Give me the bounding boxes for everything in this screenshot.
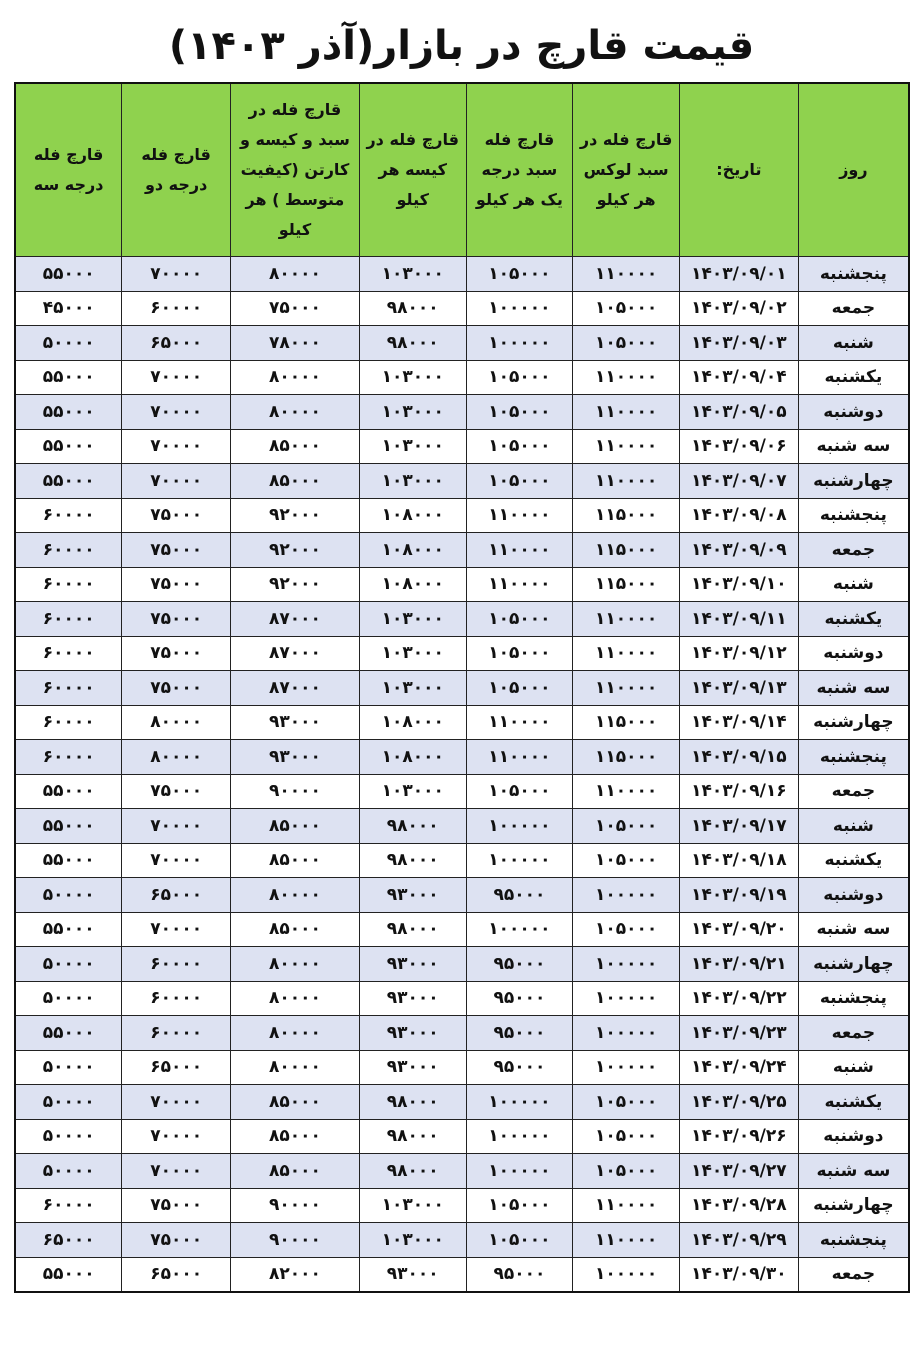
lux-basket-cell: ۱۰۰۰۰۰ (573, 1050, 680, 1085)
sack-cell: ۹۸۰۰۰ (359, 1085, 466, 1120)
sack-cell: ۱۰۳۰۰۰ (359, 464, 466, 499)
table-header (15, 83, 909, 257)
table-row (15, 533, 909, 568)
date-cell: ۱۴۰۳/۰۹/۱۰ (679, 567, 798, 602)
grade3-cell: ۶۰۰۰۰ (15, 740, 122, 775)
grade2-cell: ۷۰۰۰۰ (122, 429, 231, 464)
header-grade2: قارچ فله درجه دو (122, 83, 231, 257)
table-row (15, 947, 909, 982)
table-row (15, 878, 909, 913)
date-cell: ۱۴۰۳/۰۹/۲۹ (679, 1223, 798, 1258)
grade2-cell: ۷۰۰۰۰ (122, 912, 231, 947)
sack-cell: ۱۰۳۰۰۰ (359, 636, 466, 671)
medium-quality-cell: ۸۵۰۰۰ (231, 429, 360, 464)
grade3-cell: ۵۰۰۰۰ (15, 1154, 122, 1189)
grade2-cell: ۶۰۰۰۰ (122, 1016, 231, 1051)
day-cell: یکشنبه (798, 360, 909, 395)
day-cell: جمعه (798, 291, 909, 326)
date-cell: ۱۴۰۳/۰۹/۱۶ (679, 774, 798, 809)
grade2-cell: ۷۰۰۰۰ (122, 464, 231, 499)
day-cell: پنجشنبه (798, 981, 909, 1016)
grade3-cell: ۵۰۰۰۰ (15, 1085, 122, 1120)
day-cell: جمعه (798, 1016, 909, 1051)
sack-cell: ۹۸۰۰۰ (359, 912, 466, 947)
grade3-cell: ۵۰۰۰۰ (15, 1119, 122, 1154)
lux-basket-cell: ۱۰۵۰۰۰ (573, 843, 680, 878)
medium-quality-cell: ۹۰۰۰۰ (231, 1188, 360, 1223)
date-cell: ۱۴۰۳/۰۹/۲۲ (679, 981, 798, 1016)
lux-basket-cell: ۱۱۰۰۰۰ (573, 464, 680, 499)
lux-basket-cell: ۱۰۰۰۰۰ (573, 1016, 680, 1051)
grade2-cell: ۶۵۰۰۰ (122, 1257, 231, 1292)
table-row (15, 774, 909, 809)
date-cell: ۱۴۰۳/۰۹/۲۳ (679, 1016, 798, 1051)
grade2-cell: ۷۵۰۰۰ (122, 774, 231, 809)
grade3-cell: ۵۵۰۰۰ (15, 257, 122, 292)
day-cell: پنجشنبه (798, 1223, 909, 1258)
medium-quality-cell: ۹۳۰۰۰ (231, 705, 360, 740)
grade3-cell: ۵۵۰۰۰ (15, 429, 122, 464)
day-cell: شنبه (798, 567, 909, 602)
day-cell: پنجشنبه (798, 257, 909, 292)
lux-basket-cell: ۱۱۰۰۰۰ (573, 429, 680, 464)
sack-cell: ۱۰۸۰۰۰ (359, 533, 466, 568)
date-cell: ۱۴۰۳/۰۹/۰۷ (679, 464, 798, 499)
day-cell: یکشنبه (798, 1085, 909, 1120)
date-cell: ۱۴۰۳/۰۹/۰۴ (679, 360, 798, 395)
grade1-basket-cell: ۱۰۰۰۰۰ (466, 843, 573, 878)
header-grade1-basket: قارچ فله سبد درجه یک هر کیلو (466, 83, 573, 257)
lux-basket-cell: ۱۱۰۰۰۰ (573, 360, 680, 395)
table-row (15, 1223, 909, 1258)
medium-quality-cell: ۹۰۰۰۰ (231, 1223, 360, 1258)
lux-basket-cell: ۱۰۵۰۰۰ (573, 291, 680, 326)
grade3-cell: ۵۵۰۰۰ (15, 774, 122, 809)
grade1-basket-cell: ۱۰۰۰۰۰ (466, 912, 573, 947)
day-cell: سه شنبه (798, 429, 909, 464)
medium-quality-cell: ۹۳۰۰۰ (231, 740, 360, 775)
date-cell: ۱۴۰۳/۰۹/۰۸ (679, 498, 798, 533)
grade3-cell: ۵۵۰۰۰ (15, 912, 122, 947)
date-cell: ۱۴۰۳/۰۹/۱۲ (679, 636, 798, 671)
day-cell: پنجشنبه (798, 740, 909, 775)
table-row (15, 602, 909, 637)
lux-basket-cell: ۱۱۰۰۰۰ (573, 671, 680, 706)
medium-quality-cell: ۷۸۰۰۰ (231, 326, 360, 361)
medium-quality-cell: ۸۷۰۰۰ (231, 636, 360, 671)
header-lux-basket: قارچ فله در سبد لوکس هر کیلو (573, 83, 680, 257)
grade1-basket-cell: ۱۰۵۰۰۰ (466, 257, 573, 292)
grade3-cell: ۵۰۰۰۰ (15, 1050, 122, 1085)
grade3-cell: ۵۵۰۰۰ (15, 1016, 122, 1051)
header-row (15, 83, 909, 257)
grade2-cell: ۷۰۰۰۰ (122, 843, 231, 878)
header-date: تاریخ: (679, 83, 798, 257)
medium-quality-cell: ۸۰۰۰۰ (231, 947, 360, 982)
grade3-cell: ۶۰۰۰۰ (15, 1188, 122, 1223)
grade1-basket-cell: ۱۱۰۰۰۰ (466, 567, 573, 602)
grade3-cell: ۵۵۰۰۰ (15, 1257, 122, 1292)
day-cell: شنبه (798, 326, 909, 361)
sack-cell: ۱۰۸۰۰۰ (359, 740, 466, 775)
header-day: روز (798, 83, 909, 257)
medium-quality-cell: ۹۰۰۰۰ (231, 774, 360, 809)
sack-cell: ۱۰۳۰۰۰ (359, 602, 466, 637)
grade3-cell: ۵۵۰۰۰ (15, 464, 122, 499)
date-cell: ۱۴۰۳/۰۹/۱۱ (679, 602, 798, 637)
medium-quality-cell: ۸۵۰۰۰ (231, 1154, 360, 1189)
medium-quality-cell: ۷۵۰۰۰ (231, 291, 360, 326)
medium-quality-cell: ۸۵۰۰۰ (231, 809, 360, 844)
grade2-cell: ۶۰۰۰۰ (122, 947, 231, 982)
date-cell: ۱۴۰۳/۰۹/۲۷ (679, 1154, 798, 1189)
grade2-cell: ۷۵۰۰۰ (122, 1223, 231, 1258)
medium-quality-cell: ۸۰۰۰۰ (231, 360, 360, 395)
grade1-basket-cell: ۱۰۰۰۰۰ (466, 1085, 573, 1120)
grade1-basket-cell: ۱۰۵۰۰۰ (466, 360, 573, 395)
grade2-cell: ۶۵۰۰۰ (122, 1050, 231, 1085)
grade1-basket-cell: ۱۰۰۰۰۰ (466, 291, 573, 326)
grade1-basket-cell: ۱۱۰۰۰۰ (466, 705, 573, 740)
lux-basket-cell: ۱۰۰۰۰۰ (573, 878, 680, 913)
date-cell: ۱۴۰۳/۰۹/۲۵ (679, 1085, 798, 1120)
grade1-basket-cell: ۹۵۰۰۰ (466, 1016, 573, 1051)
sack-cell: ۱۰۳۰۰۰ (359, 257, 466, 292)
grade3-cell: ۵۰۰۰۰ (15, 326, 122, 361)
sack-cell: ۹۳۰۰۰ (359, 1257, 466, 1292)
grade3-cell: ۶۰۰۰۰ (15, 705, 122, 740)
sack-cell: ۹۸۰۰۰ (359, 326, 466, 361)
grade1-basket-cell: ۱۰۵۰۰۰ (466, 636, 573, 671)
day-cell: جمعه (798, 774, 909, 809)
lux-basket-cell: ۱۱۰۰۰۰ (573, 774, 680, 809)
day-cell: دوشنبه (798, 395, 909, 430)
medium-quality-cell: ۹۲۰۰۰ (231, 498, 360, 533)
date-cell: ۱۴۰۳/۰۹/۰۱ (679, 257, 798, 292)
lux-basket-cell: ۱۰۵۰۰۰ (573, 1085, 680, 1120)
day-cell: چهارشنبه (798, 464, 909, 499)
lux-basket-cell: ۱۱۰۰۰۰ (573, 1188, 680, 1223)
day-cell: یکشنبه (798, 843, 909, 878)
table-row (15, 395, 909, 430)
grade2-cell: ۶۰۰۰۰ (122, 291, 231, 326)
grade1-basket-cell: ۱۱۰۰۰۰ (466, 740, 573, 775)
grade2-cell: ۸۰۰۰۰ (122, 740, 231, 775)
table-row (15, 671, 909, 706)
date-cell: ۱۴۰۳/۰۹/۰۵ (679, 395, 798, 430)
grade1-basket-cell: ۹۵۰۰۰ (466, 1257, 573, 1292)
medium-quality-cell: ۸۵۰۰۰ (231, 1085, 360, 1120)
grade2-cell: ۷۵۰۰۰ (122, 671, 231, 706)
grade2-cell: ۷۰۰۰۰ (122, 395, 231, 430)
table-row (15, 360, 909, 395)
date-cell: ۱۴۰۳/۰۹/۱۵ (679, 740, 798, 775)
lux-basket-cell: ۱۰۰۰۰۰ (573, 947, 680, 982)
grade2-cell: ۷۰۰۰۰ (122, 1085, 231, 1120)
lux-basket-cell: ۱۰۵۰۰۰ (573, 1119, 680, 1154)
sack-cell: ۹۳۰۰۰ (359, 1050, 466, 1085)
grade2-cell: ۷۰۰۰۰ (122, 1119, 231, 1154)
date-cell: ۱۴۰۳/۰۹/۰۲ (679, 291, 798, 326)
lux-basket-cell: ۱۱۵۰۰۰ (573, 533, 680, 568)
date-cell: ۱۴۰۳/۰۹/۲۴ (679, 1050, 798, 1085)
grade3-cell: ۵۰۰۰۰ (15, 878, 122, 913)
sack-cell: ۱۰۳۰۰۰ (359, 429, 466, 464)
grade3-cell: ۶۰۰۰۰ (15, 498, 122, 533)
grade2-cell: ۷۰۰۰۰ (122, 809, 231, 844)
sack-cell: ۹۸۰۰۰ (359, 809, 466, 844)
grade3-cell: ۵۵۰۰۰ (15, 843, 122, 878)
medium-quality-cell: ۸۵۰۰۰ (231, 464, 360, 499)
medium-quality-cell: ۸۵۰۰۰ (231, 843, 360, 878)
header-sack: قارچ فله در کیسه هر کیلو (359, 83, 466, 257)
date-cell: ۱۴۰۳/۰۹/۰۳ (679, 326, 798, 361)
grade3-cell: ۵۵۰۰۰ (15, 809, 122, 844)
day-cell: سه شنبه (798, 912, 909, 947)
medium-quality-cell: ۸۰۰۰۰ (231, 1016, 360, 1051)
grade3-cell: ۶۰۰۰۰ (15, 602, 122, 637)
grade3-cell: ۵۰۰۰۰ (15, 981, 122, 1016)
grade1-basket-cell: ۱۱۰۰۰۰ (466, 498, 573, 533)
table-row (15, 429, 909, 464)
sack-cell: ۱۰۳۰۰۰ (359, 1223, 466, 1258)
lux-basket-cell: ۱۰۵۰۰۰ (573, 809, 680, 844)
day-cell: دوشنبه (798, 636, 909, 671)
table-row (15, 740, 909, 775)
medium-quality-cell: ۸۰۰۰۰ (231, 395, 360, 430)
lux-basket-cell: ۱۱۵۰۰۰ (573, 740, 680, 775)
grade2-cell: ۷۵۰۰۰ (122, 1188, 231, 1223)
sack-cell: ۱۰۳۰۰۰ (359, 395, 466, 430)
day-cell: شنبه (798, 809, 909, 844)
grade1-basket-cell: ۹۵۰۰۰ (466, 947, 573, 982)
date-cell: ۱۴۰۳/۰۹/۰۶ (679, 429, 798, 464)
date-cell: ۱۴۰۳/۰۹/۲۱ (679, 947, 798, 982)
day-cell: جمعه (798, 533, 909, 568)
table-row (15, 843, 909, 878)
medium-quality-cell: ۸۷۰۰۰ (231, 602, 360, 637)
table-body (15, 257, 909, 1293)
grade2-cell: ۷۵۰۰۰ (122, 498, 231, 533)
grade1-basket-cell: ۱۰۵۰۰۰ (466, 1188, 573, 1223)
page-title: قیمت قارچ در بازار(آذر ۱۴۰۳) (168, 23, 755, 69)
sack-cell: ۹۳۰۰۰ (359, 1016, 466, 1051)
date-cell: ۱۴۰۳/۰۹/۱۸ (679, 843, 798, 878)
date-cell: ۱۴۰۳/۰۹/۲۶ (679, 1119, 798, 1154)
table-row (15, 1188, 909, 1223)
sack-cell: ۱۰۸۰۰۰ (359, 567, 466, 602)
grade1-basket-cell: ۱۰۵۰۰۰ (466, 429, 573, 464)
grade3-cell: ۵۵۰۰۰ (15, 360, 122, 395)
grade1-basket-cell: ۹۵۰۰۰ (466, 878, 573, 913)
day-cell: پنجشنبه (798, 498, 909, 533)
lux-basket-cell: ۱۰۰۰۰۰ (573, 1257, 680, 1292)
lux-basket-cell: ۱۰۵۰۰۰ (573, 1154, 680, 1189)
table-row (15, 809, 909, 844)
grade3-cell: ۵۰۰۰۰ (15, 947, 122, 982)
medium-quality-cell: ۹۲۰۰۰ (231, 567, 360, 602)
grade2-cell: ۶۵۰۰۰ (122, 878, 231, 913)
sack-cell: ۹۳۰۰۰ (359, 947, 466, 982)
day-cell: چهارشنبه (798, 947, 909, 982)
medium-quality-cell: ۸۰۰۰۰ (231, 878, 360, 913)
grade2-cell: ۷۵۰۰۰ (122, 602, 231, 637)
grade1-basket-cell: ۱۰۵۰۰۰ (466, 464, 573, 499)
table-row (15, 705, 909, 740)
day-cell: چهارشنبه (798, 705, 909, 740)
sack-cell: ۹۸۰۰۰ (359, 1119, 466, 1154)
table-row (15, 912, 909, 947)
grade3-cell: ۵۵۰۰۰ (15, 395, 122, 430)
grade2-cell: ۷۵۰۰۰ (122, 636, 231, 671)
header-grade3: قارچ فله درجه سه (15, 83, 122, 257)
lux-basket-cell: ۱۰۵۰۰۰ (573, 912, 680, 947)
day-cell: چهارشنبه (798, 1188, 909, 1223)
medium-quality-cell: ۸۵۰۰۰ (231, 912, 360, 947)
grade1-basket-cell: ۱۰۵۰۰۰ (466, 602, 573, 637)
price-table (14, 82, 910, 1293)
date-cell: ۱۴۰۳/۰۹/۱۷ (679, 809, 798, 844)
grade1-basket-cell: ۱۰۰۰۰۰ (466, 1119, 573, 1154)
grade1-basket-cell: ۱۰۵۰۰۰ (466, 671, 573, 706)
grade3-cell: ۶۰۰۰۰ (15, 567, 122, 602)
grade2-cell: ۶۰۰۰۰ (122, 981, 231, 1016)
lux-basket-cell: ۱۱۰۰۰۰ (573, 636, 680, 671)
medium-quality-cell: ۸۷۰۰۰ (231, 671, 360, 706)
sack-cell: ۱۰۸۰۰۰ (359, 705, 466, 740)
sack-cell: ۹۸۰۰۰ (359, 1154, 466, 1189)
lux-basket-cell: ۱۰۵۰۰۰ (573, 326, 680, 361)
sack-cell: ۱۰۳۰۰۰ (359, 1188, 466, 1223)
grade1-basket-cell: ۱۰۵۰۰۰ (466, 774, 573, 809)
lux-basket-cell: ۱۰۰۰۰۰ (573, 981, 680, 1016)
lux-basket-cell: ۱۱۰۰۰۰ (573, 395, 680, 430)
sack-cell: ۱۰۳۰۰۰ (359, 671, 466, 706)
grade3-cell: ۶۰۰۰۰ (15, 533, 122, 568)
grade1-basket-cell: ۹۵۰۰۰ (466, 981, 573, 1016)
grade1-basket-cell: ۱۰۰۰۰۰ (466, 809, 573, 844)
medium-quality-cell: ۸۲۰۰۰ (231, 1257, 360, 1292)
table-row (15, 498, 909, 533)
day-cell: دوشنبه (798, 878, 909, 913)
medium-quality-cell: ۸۰۰۰۰ (231, 1050, 360, 1085)
lux-basket-cell: ۱۱۵۰۰۰ (573, 567, 680, 602)
lux-basket-cell: ۱۱۵۰۰۰ (573, 498, 680, 533)
medium-quality-cell: ۸۵۰۰۰ (231, 1119, 360, 1154)
header-medium-quality: قارچ فله در سبد و کیسه و کارتن (کیفیت متوسط ) هر کیلو (231, 83, 360, 257)
sack-cell: ۱۰۳۰۰۰ (359, 360, 466, 395)
grade2-cell: ۸۰۰۰۰ (122, 705, 231, 740)
sack-cell: ۹۳۰۰۰ (359, 981, 466, 1016)
table-row (15, 257, 909, 292)
date-cell: ۱۴۰۳/۰۹/۱۹ (679, 878, 798, 913)
grade1-basket-cell: ۱۰۵۰۰۰ (466, 395, 573, 430)
sack-cell: ۱۰۸۰۰۰ (359, 498, 466, 533)
grade2-cell: ۷۵۰۰۰ (122, 567, 231, 602)
table-row (15, 1050, 909, 1085)
table-row (15, 326, 909, 361)
grade3-cell: ۶۰۰۰۰ (15, 671, 122, 706)
sack-cell: ۹۳۰۰۰ (359, 878, 466, 913)
grade2-cell: ۷۰۰۰۰ (122, 257, 231, 292)
date-cell: ۱۴۰۳/۰۹/۳۰ (679, 1257, 798, 1292)
sack-cell: ۹۸۰۰۰ (359, 843, 466, 878)
sack-cell: ۱۰۳۰۰۰ (359, 774, 466, 809)
date-cell: ۱۴۰۳/۰۹/۱۳ (679, 671, 798, 706)
grade2-cell: ۷۰۰۰۰ (122, 360, 231, 395)
lux-basket-cell: ۱۱۵۰۰۰ (573, 705, 680, 740)
sack-cell: ۹۸۰۰۰ (359, 291, 466, 326)
grade1-basket-cell: ۱۱۰۰۰۰ (466, 533, 573, 568)
day-cell: سه شنبه (798, 671, 909, 706)
day-cell: جمعه (798, 1257, 909, 1292)
medium-quality-cell: ۸۰۰۰۰ (231, 257, 360, 292)
table-row (15, 636, 909, 671)
grade1-basket-cell: ۹۵۰۰۰ (466, 1050, 573, 1085)
medium-quality-cell: ۸۰۰۰۰ (231, 981, 360, 1016)
grade3-cell: ۶۰۰۰۰ (15, 636, 122, 671)
table-row (15, 464, 909, 499)
table-row (15, 1085, 909, 1120)
grade2-cell: ۷۰۰۰۰ (122, 1154, 231, 1189)
grade1-basket-cell: ۱۰۵۰۰۰ (466, 1223, 573, 1258)
table-row (15, 1154, 909, 1189)
grade2-cell: ۶۵۰۰۰ (122, 326, 231, 361)
day-cell: سه شنبه (798, 1154, 909, 1189)
date-cell: ۱۴۰۳/۰۹/۱۴ (679, 705, 798, 740)
date-cell: ۱۴۰۳/۰۹/۲۸ (679, 1188, 798, 1223)
grade3-cell: ۶۵۰۰۰ (15, 1223, 122, 1258)
day-cell: شنبه (798, 1050, 909, 1085)
table-row (15, 981, 909, 1016)
table-row (15, 1119, 909, 1154)
date-cell: ۱۴۰۳/۰۹/۲۰ (679, 912, 798, 947)
date-cell: ۱۴۰۳/۰۹/۰۹ (679, 533, 798, 568)
grade2-cell: ۷۵۰۰۰ (122, 533, 231, 568)
table-row (15, 1016, 909, 1051)
table-row (15, 291, 909, 326)
lux-basket-cell: ۱۱۰۰۰۰ (573, 257, 680, 292)
price-table-container (14, 82, 910, 1293)
lux-basket-cell: ۱۱۰۰۰۰ (573, 1223, 680, 1258)
table-row (15, 567, 909, 602)
day-cell: یکشنبه (798, 602, 909, 637)
grade3-cell: ۴۵۰۰۰ (15, 291, 122, 326)
day-cell: دوشنبه (798, 1119, 909, 1154)
lux-basket-cell: ۱۱۰۰۰۰ (573, 602, 680, 637)
grade1-basket-cell: ۱۰۰۰۰۰ (466, 326, 573, 361)
grade1-basket-cell: ۱۰۰۰۰۰ (466, 1154, 573, 1189)
medium-quality-cell: ۹۲۰۰۰ (231, 533, 360, 568)
table-row (15, 1257, 909, 1292)
